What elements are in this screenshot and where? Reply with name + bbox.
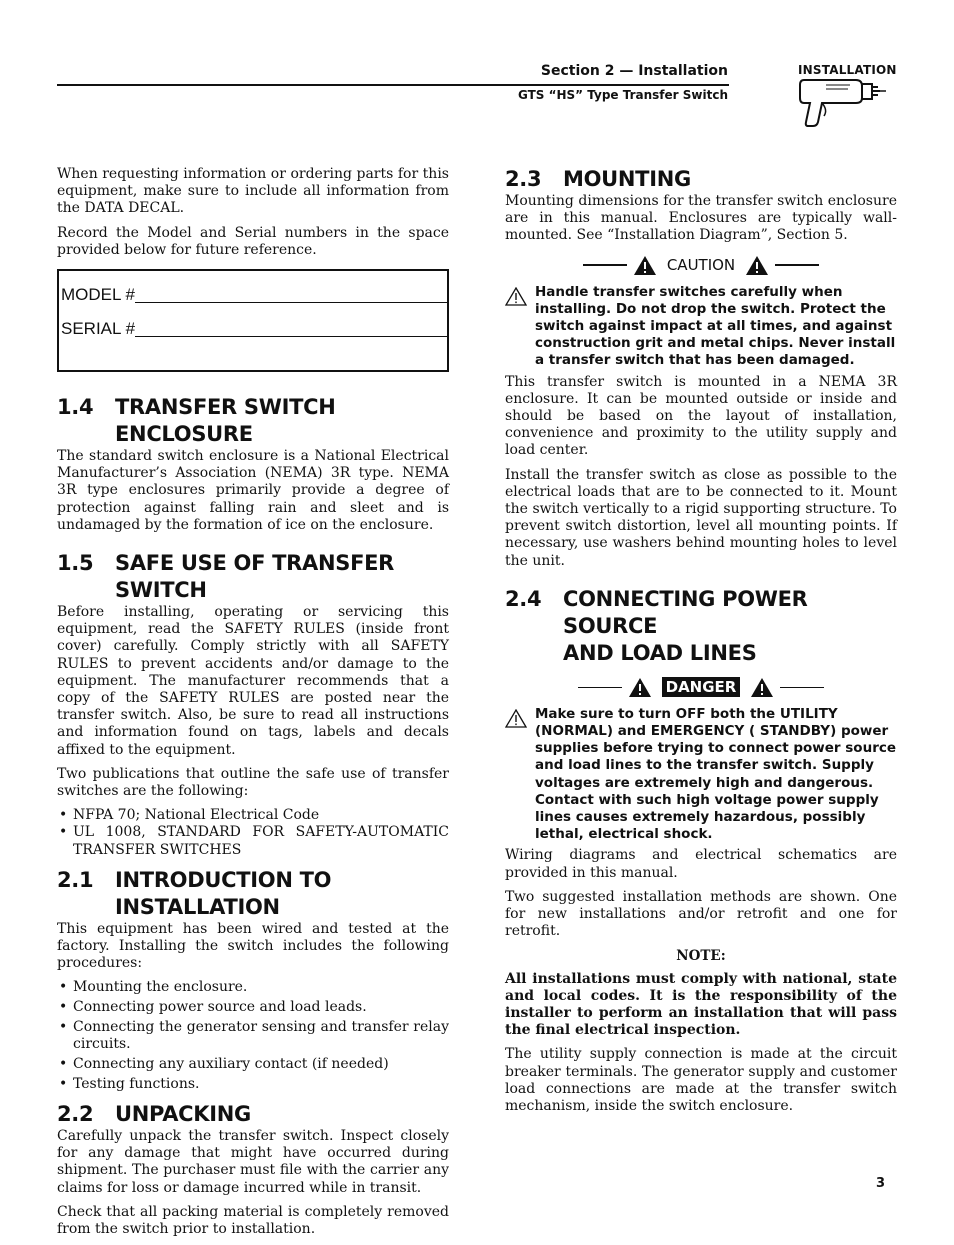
section-2-1-text: This equipment has been wired and tested at the factory. Installing the switch includes the following procedures: — [57, 920, 449, 972]
intro-paragraph-2: Record the Model and Serial numbers in the space provided below for future reference. — [57, 224, 449, 258]
list-item: • Connecting the generator sensing and transfer relay circuits. — [57, 1019, 449, 1053]
section-2-4-text-2: Two suggested installation methods are shown. One for new installations and/or retrofit and one for retrofit. — [505, 888, 897, 940]
list-item: • Connecting power source and load leads. — [57, 999, 449, 1016]
note-heading: NOTE: — [676, 947, 726, 964]
installation-badge-label: INSTALLATION — [798, 63, 897, 77]
serial-write-line — [135, 336, 447, 337]
caution-banner — [505, 255, 897, 276]
warning-triangle-icon — [750, 677, 774, 698]
left-column — [57, 166, 449, 1245]
list-item: • Connecting any auxiliary contact (if needed) — [57, 1056, 449, 1073]
right-column — [505, 166, 897, 1122]
section-1-4-text: The standard switch enclosure is a National Electrical Manufacturer’s Association (NEMA) 3R type. NEMA 3R type enclosures primarily provide a degree of protection against falling rain and sleet and is undamaged by the formation of ice on the enclosure. — [57, 448, 449, 533]
heading-2-2: 2.2 UNPACKING — [57, 1102, 251, 1127]
danger-banner — [505, 677, 897, 698]
section-2-2-text-1: Carefully unpack the transfer switch. Inspect closely for any damage that might have occurred during shipment. The purchaser must file with the carrier any claims for loss or damage incurred while in transit. — [57, 1128, 449, 1196]
section-2-4-text-3: The utility supply connection is made at the circuit breaker terminals. The generator supply and customer load connections are made at the transfer switch mechanism, inside the switch enclosure. — [505, 1046, 897, 1114]
model-row — [61, 271, 447, 305]
list-item: • NFPA 70; National Electrical Code — [57, 807, 449, 824]
heading-2-4: 2.4 CONNECTING POWER SOURCE AND LOAD LINES — [505, 586, 808, 665]
serial-label: SERIAL # — [61, 319, 136, 339]
warning-triangle-icon — [628, 677, 652, 698]
list-item: • Testing functions. — [57, 1076, 449, 1093]
section-2-3-text-1: Mounting dimensions for the transfer switch enclosure are in this manual. Enclosures are typically wall-mounted. See “Installation Diagram”, Section 5. — [505, 193, 897, 244]
section-title: Section 2 — Installation — [540, 63, 728, 79]
intro-paragraph-1: When requesting information or ordering parts for this equipment, make sure to include all information from the DATA DECAL. — [57, 166, 449, 217]
serial-row — [61, 305, 447, 339]
danger-message: Make sure to turn OFF both the UTILITY (NORMAL) and EMERGENCY ( STANDBY) power supplies before trying to connect power source and load lines to the transfer switch. Supply voltages are extremely high and dangerous. Contact with such high voltage power supply lines causes extremely hazardous, possibly lethal, electrical shock. — [505, 706, 897, 844]
danger-label: DANGER — [662, 677, 741, 697]
caution-message: Handle transfer switches carefully when installing. Do not drop the switch. Protect the switch against impact at all times, and against construction grit and metal chips. Never install a transfer switch that has been damaged. — [505, 284, 897, 370]
heading-2-3: 2.3 MOUNTING — [505, 167, 691, 191]
alert-outline-icon — [505, 709, 527, 728]
model-write-line — [135, 302, 447, 303]
list-item: • Mounting the enclosure. — [57, 979, 449, 996]
section-2-3-text-2: This transfer switch is mounted in a NEMA 3R enclosure. It can be mounted outside or inside and should be based on the layout of installation, convenience and proximity to the utility supply and load center. — [505, 373, 897, 459]
section-2-2-text-2: Check that all packing material is completely removed from the switch prior to installation. — [57, 1203, 449, 1238]
section-1-5-text-1: Before installing, operating or servicing this equipment, read the SAFETY RULES (inside front cover) carefully. Comply strictly with all SAFETY RULES to prevent accidents and/or damage to the equipment. The manufacturer recommends that a copy of the SAFETY RULES are posted near the transfer switch. Also, be sure to read all instructions and information found on tags, labels and decals affixed to the equipment. — [57, 604, 449, 758]
model-label: MODEL # — [61, 285, 136, 305]
heading-1-4: 1.4 TRANSFER SWITCH ENCLOSURE — [57, 395, 336, 447]
list-item: • UL 1008, STANDARD FOR SAFETY-AUTOMATIC TRANSFER SWITCHES — [57, 824, 449, 858]
warning-triangle-icon — [745, 255, 769, 276]
section-2-4-text-1: Wiring diagrams and electrical schematics are provided in this manual. — [505, 847, 897, 881]
note-text: All installations must comply with national, state and local codes. It is the responsibility of the installer to perform an installation that will pass the final electrical inspection. — [505, 970, 897, 1039]
heading-1-5: 1.5 SAFE USE OF TRANSFER SWITCH — [57, 551, 395, 603]
drill-icon — [798, 76, 888, 128]
publications-list — [57, 807, 449, 859]
section-1-5-text-2: Two publications that outline the safe use of transfer switches are the following: — [57, 765, 449, 800]
document-subtitle: GTS “HS” Type Transfer Switch — [517, 88, 728, 102]
warning-triangle-icon — [633, 255, 657, 276]
alert-outline-icon — [505, 287, 527, 306]
page-number: 3 — [876, 1176, 886, 1191]
procedures-list — [57, 979, 449, 1093]
section-2-3-text-3: Install the transfer switch as close as possible to the electrical loads that are to be connected to it. Mount the switch vertically to a rigid supporting structure. To prevent switch distortion, level all mounting points. If necessary, use washers behind mounting holes to level the unit. — [505, 466, 897, 569]
record-box — [57, 269, 449, 372]
heading-2-1: 2.1 INTRODUCTION TO INSTALLATION — [57, 867, 332, 919]
caution-label: CAUTION — [666, 256, 736, 275]
header-rule — [57, 84, 729, 86]
